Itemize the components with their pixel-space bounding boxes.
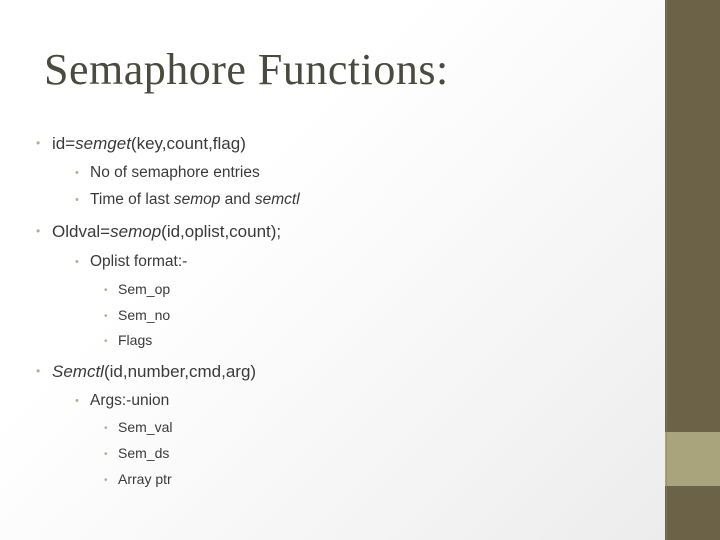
bullet-sem-ds: • Sem_ds: [104, 445, 170, 461]
bullet-dot: •: [36, 136, 41, 150]
side-band-accent: [665, 432, 720, 486]
bullet-dot: •: [104, 423, 108, 434]
bullet-semget: • id=semget(key,count,flag): [36, 134, 246, 153]
bullet-array-ptr: • Array ptr: [104, 471, 172, 487]
bullet-semop: • Oldval=semop(id,oplist,count);: [36, 222, 282, 241]
bullet-dot: •: [75, 167, 79, 179]
bullet-dot: •: [104, 475, 108, 486]
bullet-oplist-format: • Oplist format:-: [75, 253, 188, 270]
bullet-dot: •: [36, 224, 41, 238]
bullet-dot: •: [104, 449, 108, 460]
slide-title: Semaphore Functions:: [44, 45, 449, 94]
side-band-divider: [666, 0, 667, 540]
bullet-args-union: • Args:-union: [75, 392, 170, 409]
bullet-time-last: • Time of last semop and semctl: [75, 191, 300, 208]
bullet-dot: •: [104, 311, 108, 322]
bullet-sem-op: • Sem_op: [104, 281, 171, 297]
side-band-bottom: [665, 486, 720, 540]
bullet-semctl: • Semctl(id,number,cmd,arg): [36, 362, 257, 381]
bullet-dot: •: [104, 285, 108, 296]
side-band-top: [665, 0, 720, 432]
bullet-dot: •: [36, 364, 41, 378]
bullet-semaphore-entries: • No of semaphore entries: [75, 164, 260, 181]
bullet-dot: •: [75, 395, 79, 407]
bullet-dot: •: [75, 256, 79, 268]
bullet-sem-no: • Sem_no: [104, 307, 171, 323]
bullet-dot: •: [75, 194, 79, 206]
bullet-dot: •: [104, 336, 108, 347]
bullet-sem-val: • Sem_val: [104, 419, 173, 435]
bullet-flags: • Flags: [104, 332, 153, 348]
